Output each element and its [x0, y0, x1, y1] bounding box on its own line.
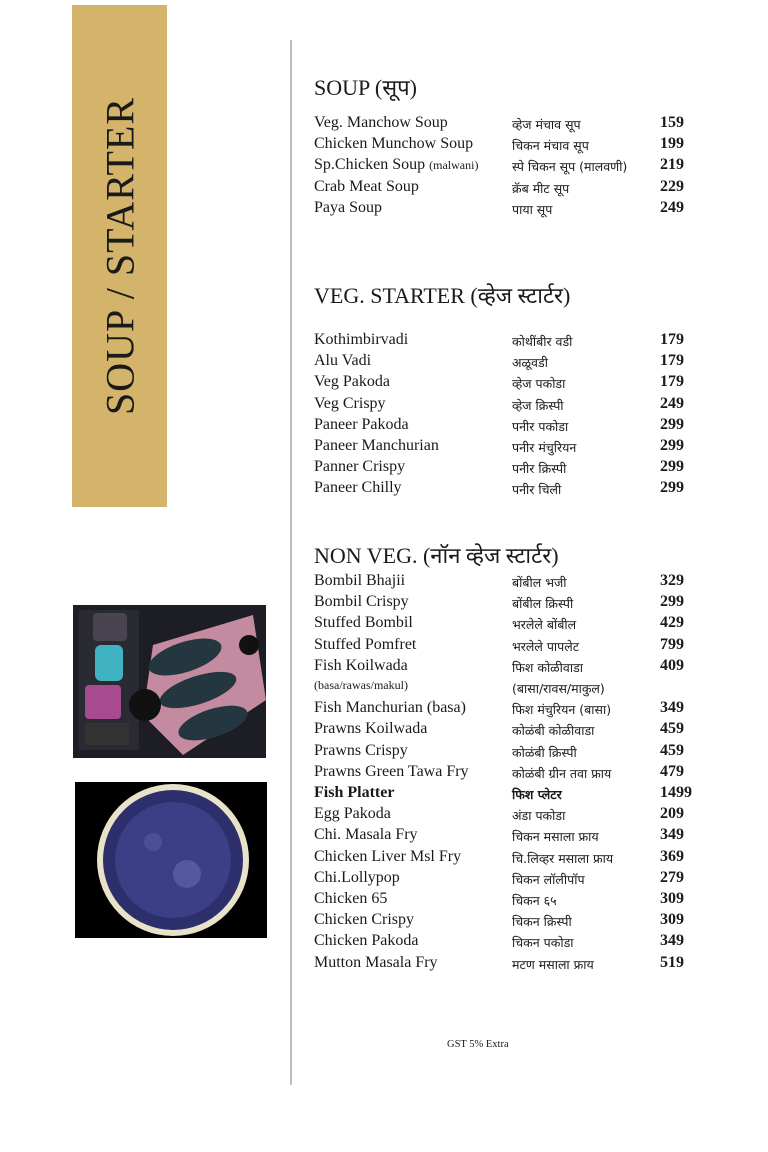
veg-starter-section-title: VEG. STARTER (व्हेज स्टार्टर) [314, 283, 571, 308]
menu-item-name-marathi: पनीर मंचुरियन [512, 440, 577, 455]
menu-item-name: (basa/rawas/makul) [314, 678, 408, 692]
menu-item-price: 299 [660, 458, 684, 476]
menu-item [314, 135, 754, 156]
menu-item-name-marathi: कोळंबी कोळीवाडा [512, 723, 595, 739]
menu-item-price: 249 [660, 394, 684, 412]
menu-item-price: 299 [660, 593, 684, 611]
menu-item-name-marathi: कोळंबी क्रिस्पी [512, 744, 577, 760]
menu-item-name: Chicken Crispy [314, 911, 414, 929]
menu-item-name: Kothimbirvadi [314, 331, 409, 348]
menu-item [314, 932, 754, 953]
menu-item-name-marathi: फिश प्लेटर [512, 787, 562, 802]
menu-item [314, 742, 754, 763]
soup-section-title: SOUP (सूप) [314, 75, 417, 100]
menu-item-name-marathi: व्हेज मंचाव सूप [512, 117, 581, 132]
menu-item [314, 911, 754, 932]
menu-item [314, 720, 754, 741]
menu-item-name: Egg Pakoda [314, 805, 391, 823]
soup-bowl-photo [75, 782, 267, 938]
menu-item-name: Chi. Masala Fry [314, 826, 418, 844]
menu-item-name: Alu Vadi [314, 352, 372, 370]
menu-item [314, 848, 754, 869]
menu-item-price: 199 [660, 135, 684, 153]
menu-item-name-marathi: चिकन मसाला फ्राय [512, 829, 599, 845]
menu-item-name: Panner Crispy [314, 458, 406, 476]
menu-item [314, 395, 754, 416]
menu-item-name: Fish Manchurian (basa) [314, 699, 466, 717]
menu-item-name: Prawns Crispy [314, 741, 408, 759]
menu-item-name-marathi: पाया सूप [512, 201, 553, 217]
menu-item [314, 199, 754, 220]
menu-item-price: 279 [660, 868, 684, 886]
menu-item-price: 1499 [660, 784, 692, 801]
menu-item-name-marathi: बोंबील भजी [512, 575, 567, 590]
menu-item-name: Chi.Lollypop [314, 868, 400, 886]
menu-item-price: 459 [660, 741, 684, 759]
menu-item [314, 373, 754, 394]
menu-item-name-marathi: कोळंबी ग्रीन तवा फ्राय [512, 765, 612, 781]
menu-item [314, 614, 754, 635]
menu-item-name: Chicken Pakoda [314, 932, 419, 950]
menu-item-price: 309 [660, 890, 684, 907]
bombil-dish-photo [73, 605, 266, 758]
menu-item-name: Bombil Crispy [314, 593, 409, 611]
menu-item [314, 657, 754, 678]
menu-item-price: 179 [660, 373, 684, 391]
menu-item-name: Paneer Manchurian [314, 437, 439, 454]
side-banner-title: SOUP / STARTER [97, 96, 142, 416]
menu-item-name: Fish Koilwada [314, 656, 408, 674]
menu-item-note: (malwani) [429, 158, 479, 173]
bombil-dish-illustration [73, 605, 266, 758]
menu-item-price: 299 [660, 415, 684, 433]
menu-item [314, 678, 754, 699]
menu-item-name-marathi: पनीर क्रिस्पी [512, 461, 567, 477]
menu-item-name-marathi: पनीर पकोडा [512, 418, 569, 434]
menu-item-name-marathi: भरलेले पापलेट [512, 638, 580, 654]
side-banner [72, 5, 167, 507]
menu-item [314, 805, 754, 826]
menu-item-name-marathi: व्हेज क्रिस्पी [512, 397, 564, 413]
menu-item-name: Chicken Liver Msl Fry [314, 847, 462, 865]
menu-item-name: Chicken 65 [314, 890, 388, 907]
menu-item [314, 437, 754, 458]
menu-item [314, 869, 754, 890]
menu-item-price: 309 [660, 911, 684, 929]
menu-item-price: 209 [660, 805, 684, 823]
menu-item [314, 156, 754, 177]
menu-item-name: Veg. Manchow Soup [314, 114, 448, 131]
menu-item-price: 349 [660, 826, 684, 844]
menu-item-name-marathi: फिश कोळीवाडा [512, 659, 584, 675]
menu-item-name-marathi: चिकन लॉलीपॉप [512, 871, 585, 887]
menu-item-name-marathi: मटण मसाला फ्राय [512, 956, 594, 972]
menu-item-name-marathi: चिकन ६५ [512, 893, 557, 908]
menu-item [314, 352, 754, 373]
menu-item-price: 179 [660, 331, 684, 348]
menu-item [314, 114, 754, 135]
menu-item-price: 249 [660, 198, 684, 216]
menu-item-name: Crab Meat Soup [314, 177, 419, 195]
menu-item [314, 699, 754, 720]
menu-item-name: Chicken Munchow Soup [314, 135, 474, 153]
menu-item-name: Fish Platter [314, 784, 395, 801]
menu-item-name: Paneer Pakoda [314, 415, 409, 433]
menu-item-price: 159 [660, 114, 684, 131]
menu-item-name-marathi: व्हेज पकोडा [512, 376, 566, 392]
menu-item-name-marathi: क्रॅब मीट सूप [512, 180, 570, 196]
menu-item-price: 479 [660, 762, 684, 780]
menu-item-price: 429 [660, 614, 684, 632]
menu-item-price: 409 [660, 656, 684, 674]
menu-item-name: Paneer Chilly [314, 479, 402, 497]
menu-item-name-marathi: स्पे चिकन सूप (मालवणी) [512, 159, 628, 175]
vertical-divider [290, 40, 292, 1085]
menu-item-price: 229 [660, 177, 684, 195]
menu-item-name: Paya Soup [314, 198, 382, 216]
menu-item-price: 299 [660, 479, 684, 497]
menu-item-name: Mutton Masala Fry [314, 953, 438, 971]
menu-item [314, 479, 754, 500]
menu-item-name-marathi: चि.लिव्हर मसाला फ्राय [512, 850, 614, 866]
menu-item-price: 349 [660, 932, 684, 950]
menu-item-price: 329 [660, 572, 684, 589]
menu-item-name-marathi: चिकन पकोडा [512, 935, 574, 951]
menu-item-name: Prawns Koilwada [314, 720, 428, 738]
menu-item-name: Prawns Green Tawa Fry [314, 762, 469, 780]
menu-item [314, 458, 754, 479]
menu-item [314, 890, 754, 911]
menu-item-price: 459 [660, 720, 684, 738]
menu-item [314, 416, 754, 437]
menu-item-name-marathi: पनीर चिली [512, 482, 562, 498]
menu-item-name-marathi: (बासा/रावस/माकुल) [512, 681, 605, 696]
menu-item [314, 954, 754, 975]
menu-item [314, 593, 754, 614]
menu-item-price: 369 [660, 847, 684, 865]
menu-item-name-marathi: बोंबील क्रिस्पी [512, 596, 574, 612]
gst-note: GST 5% Extra [447, 1039, 509, 1050]
menu-item-price: 519 [660, 953, 684, 971]
menu-item-price: 299 [660, 437, 684, 454]
menu-item [314, 178, 754, 199]
menu-item-name: Stuffed Pomfret [314, 635, 417, 653]
menu-item [314, 784, 754, 805]
menu-item-name: Sp.Chicken Soup (malwani) [314, 156, 479, 174]
menu-item [314, 763, 754, 784]
menu-item-price: 219 [660, 156, 684, 174]
menu-item-name-marathi: फिश मंचुरियन (बासा) [512, 702, 612, 718]
menu-item-name-marathi: अंडा पकोडा [512, 808, 566, 824]
menu-item-name-marathi: भरलेले बोंबील [512, 617, 577, 633]
menu-item [314, 826, 754, 847]
menu-item-name-marathi: कोथींबीर वडी [512, 334, 573, 349]
non-veg-starter-section-title: NON VEG. (नॉन व्हेज स्टार्टर) [314, 543, 559, 568]
menu-item-name: Stuffed Bombil [314, 614, 413, 632]
menu-item-name-marathi: चिकन मंचाव सूप [512, 138, 589, 154]
menu-item-price: 349 [660, 699, 684, 717]
menu-item-name-marathi: चिकन क्रिस्पी [512, 914, 572, 930]
menu-item-price: 799 [660, 635, 684, 653]
menu-item [314, 636, 754, 657]
menu-item-name: Veg Crispy [314, 394, 386, 412]
menu-item-name-marathi: अळूवडी [512, 355, 548, 371]
menu-item-name: Bombil Bhajii [314, 572, 406, 589]
menu-item-name: Veg Pakoda [314, 373, 390, 391]
soup-bowl-illustration [75, 782, 267, 938]
menu-item [314, 331, 754, 352]
menu-item-price: 179 [660, 352, 684, 370]
menu-item [314, 572, 754, 593]
